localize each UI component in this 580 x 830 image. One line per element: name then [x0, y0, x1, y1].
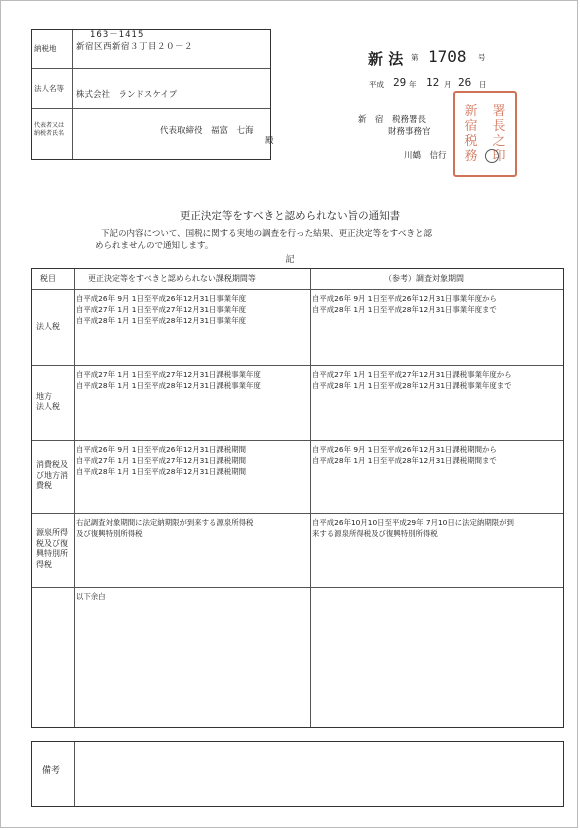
table-row-ref-line: 自平成26年10月10日至平成29年 7月10日に法定納期限が到 — [312, 518, 514, 527]
table-row-period-line: 自平成26年 9月 1日至平成26年12月31日事業年度 — [76, 294, 246, 303]
label-tax-place: 納税地 — [34, 44, 57, 53]
company-name: 株式会社 ランドスケイプ — [76, 90, 178, 100]
ki-heading: 記 — [285, 255, 295, 265]
table-row-period-line: 自平成28年 1月 1日至平成28年12月31日課税事業年度 — [76, 381, 261, 390]
label-corp-name: 法人名等 — [34, 84, 64, 93]
table-row-ref-line: 来する源泉所得税及び復興特別所得税 — [312, 529, 438, 538]
table-row-tax-label: 法人税 — [36, 321, 60, 331]
number-prefix: 第 — [411, 53, 419, 62]
remarks-box — [31, 741, 564, 807]
tax-office-seal-stamp: 新 署 宿 長 税 之 務 印 — [453, 91, 517, 177]
officer-name: 川鶴 信行 — [404, 151, 447, 161]
intro-line-2: められませんので通知します。 — [95, 241, 214, 251]
table-row-period-line: 自平成28年 1月 1日至平成28年12月31日課税期間 — [76, 467, 246, 476]
issuer-title: 財務事務官 — [388, 127, 431, 137]
date-day: 26 — [458, 76, 472, 89]
table-row-period-line: 自平成27年 1月 1日至平成27年12月31日課税事業年度 — [76, 370, 261, 379]
table-row-period-line: 右記調査対象期間に法定納期限が到来する源泉所得税 — [76, 518, 254, 527]
taxpayer-info-box — [31, 29, 274, 160]
honorific: 殿 — [265, 136, 274, 146]
table-row-ref-line: 自平成26年 9月 1日至平成26年12月31日課税期間から — [312, 445, 497, 454]
representative-name: 代表取締役 福富 七海 — [160, 126, 254, 136]
table-row-period-line: 及び復興特別所得税 — [76, 529, 143, 538]
table-row-ref-line: 自平成28年 1月 1日至平成28年12月31日事業年度まで — [312, 305, 497, 314]
date-year: 29 — [393, 76, 407, 89]
remarks-label: 備考 — [42, 766, 61, 776]
results-table — [31, 268, 564, 728]
table-row-ref-line: 自平成26年 9月 1日至平成26年12月31日事業年度から — [312, 294, 497, 303]
date-era: 平成 — [369, 80, 384, 89]
date-month: 12 — [426, 76, 440, 89]
table-row-period-line: 自平成27年 1月 1日至平成27年12月31日課税期間 — [76, 456, 246, 465]
col-header-period: 更正決定等をすべきと認められない課税期間等 — [88, 274, 256, 283]
postal-code: 163－1415 — [90, 30, 145, 40]
label-rep-name: 代表者又は 納税者氏名 — [34, 122, 65, 137]
col-header-tax: 税目 — [40, 274, 56, 283]
table-row-tax-label: 消費税及 び地方消 費税 — [36, 460, 68, 490]
address: 新宿区西新宿３丁目２０－２ — [76, 42, 194, 52]
issuer-office: 新 宿 税務署長 — [358, 115, 427, 125]
table-row-ref-line: 自平成27年 1月 1日至平成27年12月31日課税事業年度から — [312, 370, 512, 379]
table-row-ref-line: 自平成28年 1月 1日至平成28年12月31日課税期間まで — [312, 456, 497, 465]
table-row-period-line: 以下余白 — [76, 592, 106, 601]
document-title: 更正決定等をすべきと認められない旨の通知書 — [179, 210, 401, 222]
table-row-period-line: 自平成28年 1月 1日至平成28年12月31日事業年度 — [76, 316, 246, 325]
intro-line-1: 下記の内容について、国税に関する実地の調査を行った結果、更正決定等をすべきと認 — [101, 229, 432, 239]
office-abbrev: 新 法 — [368, 50, 404, 68]
table-row-period-line: 自平成26年 9月 1日至平成26年12月31日課税期間 — [76, 445, 246, 454]
col-header-ref: （参考）調査対象期間 — [384, 274, 464, 283]
table-row-period-line: 自平成27年 1月 1日至平成27年12月31日事業年度 — [76, 305, 246, 314]
date-year-unit: 年 — [409, 80, 417, 89]
date-month-unit: 月 — [444, 80, 452, 89]
table-row-tax-label: 源泉所得 税及び復 興特別所 得税 — [36, 528, 68, 569]
table-row-tax-label: 地方 法人税 — [36, 391, 60, 411]
date-day-unit: 日 — [479, 80, 487, 89]
notice-number: 1708 — [428, 47, 467, 66]
table-row-ref-line: 自平成28年 1月 1日至平成28年12月31日課税事業年度まで — [312, 381, 512, 390]
number-suffix: 号 — [478, 53, 486, 62]
